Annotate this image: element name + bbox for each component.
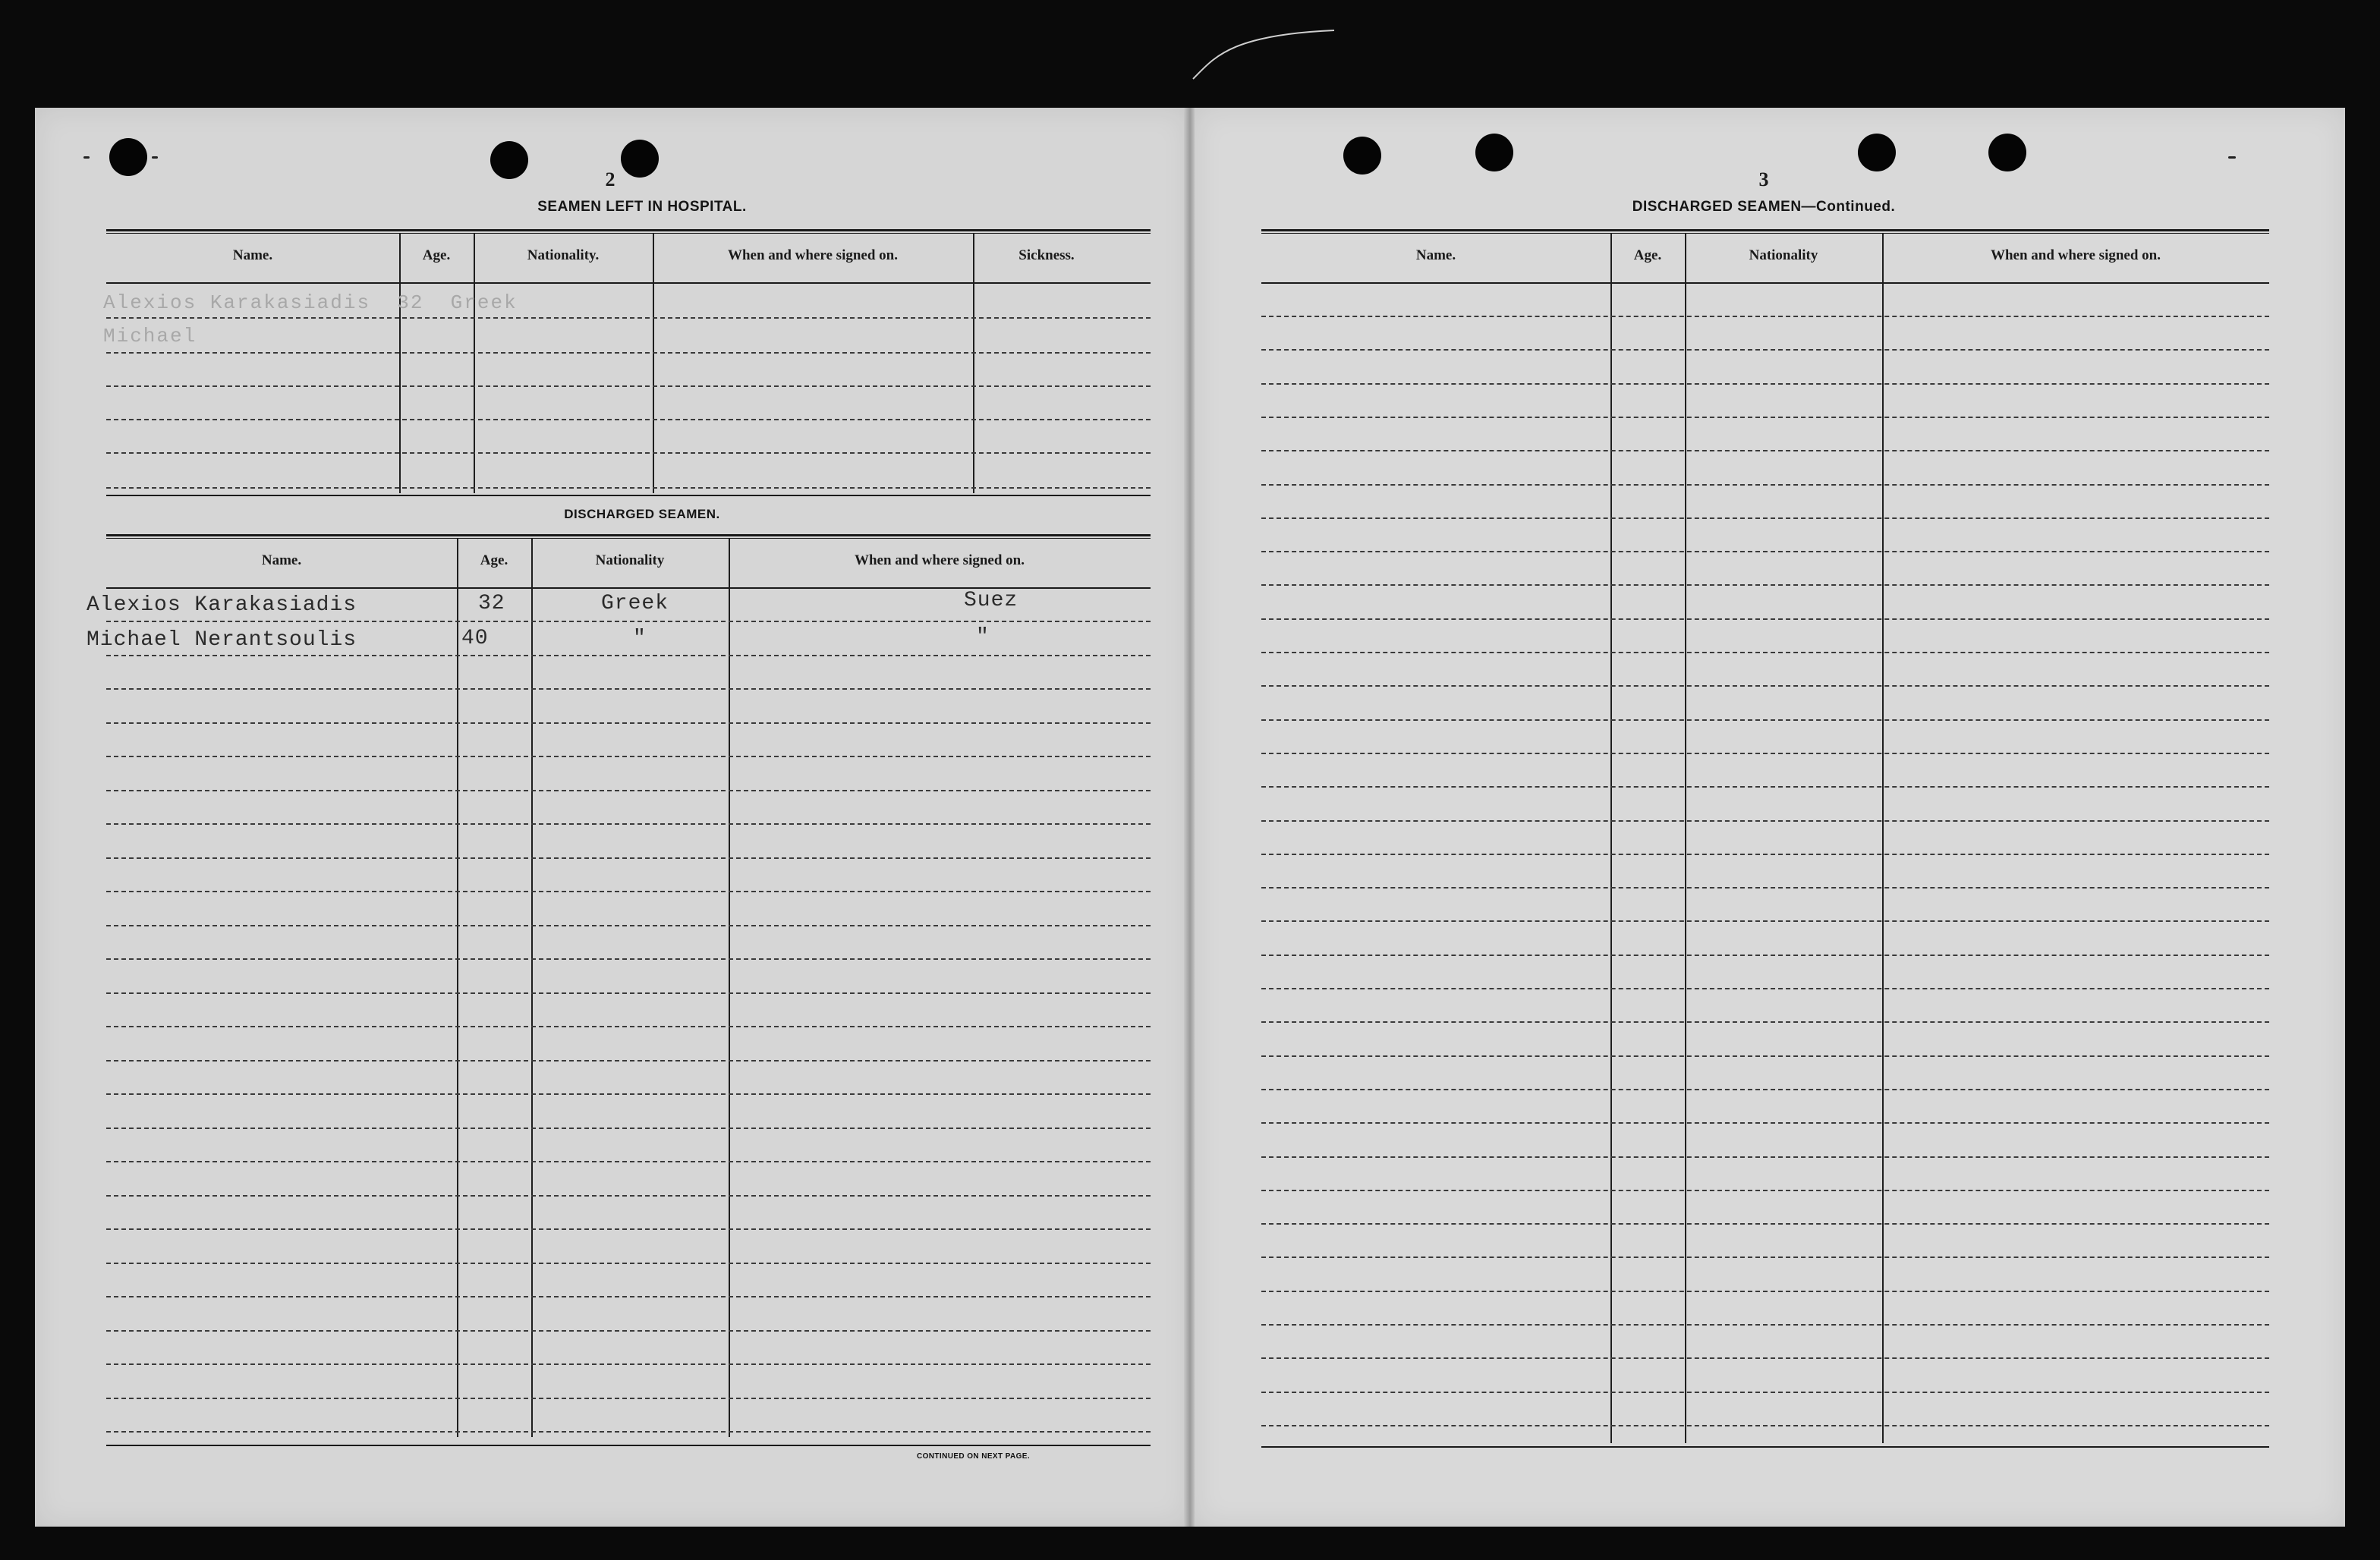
- table-row-signed-on: Suez: [964, 589, 1018, 612]
- col-sickness: Sickness.: [1018, 247, 1075, 263]
- col-age: Age.: [480, 552, 508, 568]
- table-row-signed-on: ": [976, 625, 990, 649]
- ledger-row-line: [1261, 988, 2269, 989]
- punch-hole: [1988, 134, 2026, 171]
- ledger-row-line: [1261, 652, 2269, 653]
- ledger-row-line: [106, 1195, 1151, 1197]
- punch-hole: [109, 138, 147, 176]
- ledger-row-line: [106, 925, 1151, 926]
- ledger-row-line: [1261, 854, 2269, 855]
- table-row-age: 32: [478, 592, 505, 615]
- table-row-nationality: Greek: [601, 592, 669, 615]
- left-page: [35, 108, 1190, 1527]
- ledger-row-line: [106, 655, 1151, 656]
- ledger-row-line: [1261, 316, 2269, 317]
- ledger-row-line: [1261, 920, 2269, 922]
- ledger-row-line: [1261, 1122, 2269, 1124]
- ledger-row-line: [1261, 1055, 2269, 1057]
- ledger-row-line: [1261, 383, 2269, 385]
- col-signed-on: When and where signed on.: [854, 552, 1025, 568]
- ledger-row-line: [1261, 1392, 2269, 1393]
- ledger-row-line: [1261, 618, 2269, 620]
- col-age: Age.: [422, 247, 451, 263]
- ledger-row-line: [1261, 1357, 2269, 1359]
- film-scratch: [1192, 27, 1336, 80]
- punch-hole: [1858, 134, 1896, 171]
- ledger-row-line: [1261, 1324, 2269, 1326]
- ledger-row-line: [106, 1228, 1151, 1230]
- ledger-row-line: [106, 857, 1151, 859]
- speck: [83, 156, 90, 159]
- ledger-row-line: [106, 790, 1151, 791]
- col-nationality: Nationality: [595, 552, 665, 568]
- ledger-row-line: [106, 1263, 1151, 1264]
- table-row-age: 40: [461, 627, 489, 650]
- ledger-row-line: [1261, 349, 2269, 351]
- ledger-row-line: [1261, 1156, 2269, 1158]
- ledger-row-line: [1261, 887, 2269, 889]
- discharged-table: [87, 534, 1151, 1452]
- table-row-nationality: ": [633, 627, 647, 650]
- ledger-row-line: [106, 1060, 1151, 1061]
- continued-note: CONTINUED ON NEXT PAGE.: [917, 1452, 1031, 1461]
- discharged-title: DISCHARGED SEAMEN.: [564, 507, 720, 521]
- col-name: Name.: [261, 552, 302, 568]
- ledger-row-line: [1261, 584, 2269, 586]
- ledger-row-line: [106, 1363, 1151, 1365]
- right-page: [1195, 108, 2345, 1527]
- page-number: 3: [1758, 168, 1769, 190]
- page-number: 2: [605, 168, 615, 190]
- ledger-row-line: [1261, 450, 2269, 451]
- col-signed-on: When and where signed on.: [1990, 247, 2161, 263]
- speck: [152, 156, 158, 159]
- col-nationality: Nationality: [1749, 247, 1818, 263]
- ledger-row-line: [106, 1161, 1151, 1162]
- ledger-row-line: [1261, 820, 2269, 822]
- ledger-row-line: [106, 1026, 1151, 1027]
- ledger-row-line: [106, 688, 1151, 690]
- ledger-row-line: [106, 1431, 1151, 1433]
- ledger-row-line: [1261, 417, 2269, 418]
- ledger-row-line: [1261, 1256, 2269, 1258]
- col-name: Name.: [232, 247, 273, 263]
- ledger-row-line: [1261, 1021, 2269, 1023]
- ledger-row-line: [106, 823, 1151, 825]
- ledger-row-line: [1261, 685, 2269, 687]
- section-title: DISCHARGED SEAMEN—Continued.: [1632, 199, 1896, 215]
- ledger-row-line: [106, 1398, 1151, 1399]
- ledger-row-line: [106, 1296, 1151, 1297]
- punch-hole: [1343, 137, 1381, 175]
- ledger-row-line: [106, 891, 1151, 892]
- ledger-row-line: [1261, 955, 2269, 956]
- ledger-row-line: [106, 1330, 1151, 1332]
- punch-hole: [1475, 134, 1513, 171]
- speck: [2228, 156, 2236, 159]
- ledger-row-line: [1261, 786, 2269, 788]
- col-nationality: Nationality.: [527, 247, 600, 263]
- ledger-row-line: [106, 722, 1151, 724]
- ledger-row-line: [106, 756, 1151, 757]
- ledger-row-line: [106, 1128, 1151, 1129]
- table-row-name: Michael Nerantsoulis: [87, 628, 357, 652]
- ledger-row-line: [1261, 1425, 2269, 1426]
- ledger-row-line: [1261, 517, 2269, 519]
- ledger-row-line: [106, 1093, 1151, 1095]
- col-name: Name.: [1415, 247, 1456, 263]
- ledger-row-line: [106, 621, 1151, 622]
- col-signed-on: When and where signed on.: [727, 247, 898, 263]
- hospital-title: SEAMEN LEFT IN HOSPITAL.: [537, 199, 747, 215]
- ledger-row-line: [1261, 719, 2269, 721]
- col-age: Age.: [1633, 247, 1662, 263]
- continued-table: [1261, 229, 2269, 1458]
- punch-hole: [490, 141, 528, 179]
- bleed-through-text: Michael: [103, 325, 197, 348]
- ledger-row-line: [1261, 484, 2269, 486]
- ledger-row-line: [106, 958, 1151, 960]
- ledger-row-line: [1261, 1089, 2269, 1090]
- ledger-row-line: [106, 992, 1151, 994]
- ledger-row-line: [1261, 1291, 2269, 1292]
- ledger-row-line: [1261, 1190, 2269, 1191]
- ledger-row-line: [1261, 1223, 2269, 1225]
- ledger-row-line: [1261, 551, 2269, 552]
- ledger-row-line: [1261, 753, 2269, 754]
- bleed-through-text: Alexios Karakasiadis 32 Greek: [103, 291, 518, 314]
- table-row-name: Alexios Karakasiadis: [87, 593, 357, 617]
